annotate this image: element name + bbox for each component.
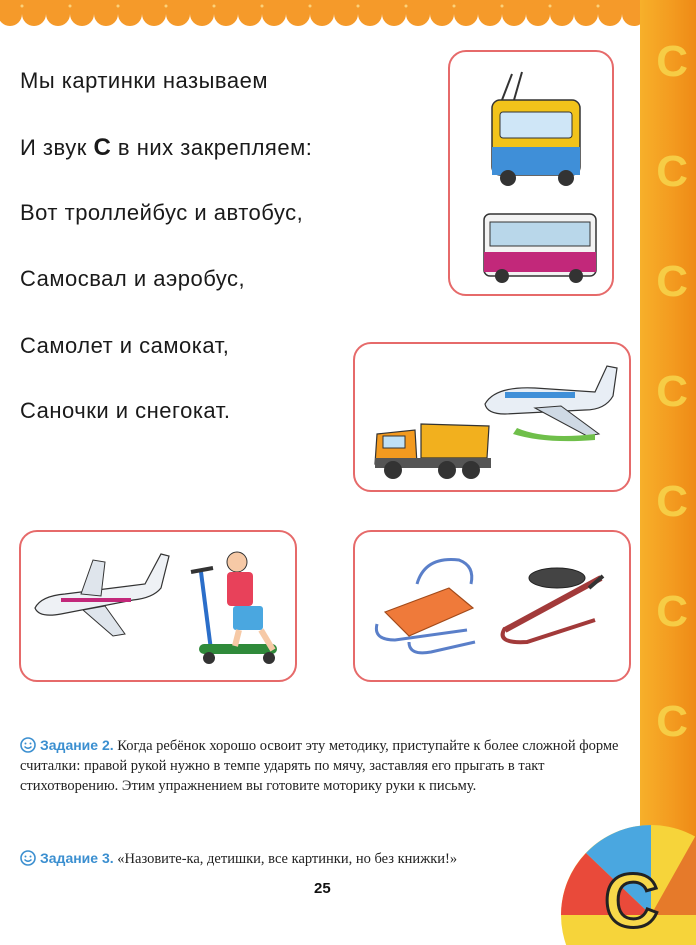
band-letter: С <box>656 37 688 86</box>
trolleybus-picture <box>492 72 580 186</box>
poem-line-2: И звук С в них закрепляем: <box>20 134 313 161</box>
picture-frame-dumptruck-airbus <box>353 342 631 492</box>
band-letter: С <box>656 697 688 746</box>
task-2 <box>20 735 635 796</box>
poem-line-6: Саночки и снегокат. <box>20 398 231 423</box>
task-2-label: Задание 2. <box>40 737 114 753</box>
picture-frame-trolleybus-bus <box>448 50 614 296</box>
poem-line-3: Вот троллейбус и автобус, <box>20 200 304 225</box>
bus-picture <box>484 214 596 283</box>
dump-truck-picture <box>375 424 491 479</box>
task-3-label: Задание 3. <box>40 850 114 866</box>
poem-line-5: Самолет и самокат, <box>20 333 230 358</box>
snow-scooter-picture <box>503 568 603 642</box>
band-letter: С <box>656 147 688 196</box>
smiley-icon <box>20 850 36 866</box>
airplane-scooter-illustration <box>21 532 295 680</box>
highlighted-letter: С <box>93 134 112 161</box>
task-2-text: Когда ребёнок хорошо освоит эту методику, приступайте к более сложной форме считалки: правой рукой нужно в темпе ударять по мячу, заставляя его прыгать в такт стихотворению. Этим упражнением вы готовите моторику руки к письму. <box>20 738 619 794</box>
top-scallop-border <box>0 0 660 28</box>
poem-line-4: Самосвал и аэробус, <box>20 266 246 291</box>
task-3-text: «Назовите-ка, детишки, все картинки, но без книжки!» <box>117 851 458 867</box>
task-3 <box>20 848 600 869</box>
band-letter: С <box>656 257 688 306</box>
corner-ball-letter <box>546 815 696 945</box>
dumptruck-airbus-illustration <box>355 344 629 490</box>
page-number: 25 <box>314 880 331 897</box>
sled-picture <box>376 560 475 653</box>
trolleybus-bus-illustration <box>450 52 612 294</box>
airplane-picture <box>35 554 169 636</box>
scooter-boy-picture <box>191 552 277 664</box>
corner-letter: С <box>604 859 659 944</box>
picture-frame-airplane-scooter <box>19 530 297 682</box>
band-letter: С <box>656 587 688 636</box>
band-letter: С <box>656 367 688 416</box>
right-decorative-band <box>640 0 696 945</box>
sled-snowscooter-illustration <box>355 532 629 680</box>
band-letter: С <box>656 477 688 526</box>
airbus-picture <box>485 366 617 441</box>
smiley-icon <box>20 737 36 753</box>
poem-line-1: Мы картинки называем <box>20 68 268 93</box>
picture-frame-sled-snowscooter <box>353 530 631 682</box>
